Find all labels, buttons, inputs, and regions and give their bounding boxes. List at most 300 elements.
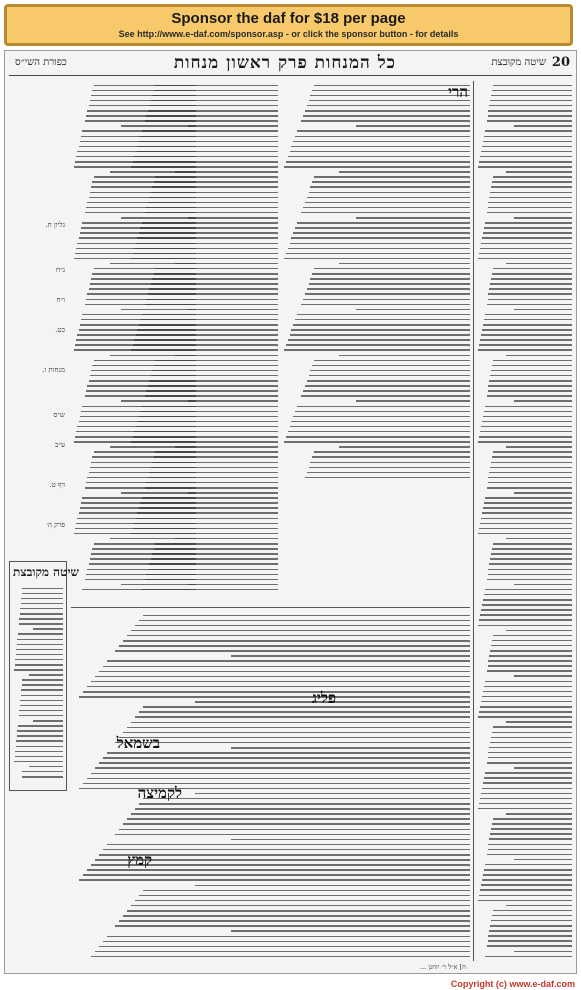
text-line [488, 660, 572, 662]
text-line [480, 614, 572, 616]
text-line [481, 151, 572, 153]
text-line [297, 406, 470, 408]
text-line [490, 375, 572, 377]
text-line [16, 649, 63, 651]
text-line [480, 889, 572, 891]
text-line [79, 879, 470, 881]
text-line [490, 192, 572, 194]
text-line [491, 920, 572, 922]
text-line [15, 751, 63, 753]
text-line [478, 533, 572, 535]
text-line [119, 829, 470, 831]
text-line [115, 742, 470, 744]
text-line [288, 156, 470, 158]
text-line [80, 507, 196, 509]
gemara-text-lines [280, 81, 470, 481]
text-line [121, 217, 196, 219]
text-line [82, 314, 196, 316]
text-line [79, 146, 197, 148]
text-line [339, 263, 470, 265]
text-line [506, 630, 572, 632]
text-line [75, 528, 196, 530]
text-line [481, 518, 572, 520]
text-line [487, 670, 572, 672]
text-line [90, 283, 196, 285]
text-line [490, 833, 572, 835]
text-line [479, 895, 572, 897]
text-line [107, 936, 470, 938]
text-line [74, 166, 197, 168]
text-line [21, 603, 64, 605]
text-line [301, 304, 470, 306]
text-line [18, 633, 64, 635]
text-line [76, 523, 196, 525]
text-line [489, 838, 572, 840]
text-line [86, 482, 196, 484]
text-line [482, 146, 572, 148]
text-line [514, 492, 572, 494]
text-line [77, 243, 196, 245]
text-line [286, 344, 470, 346]
text-line [514, 400, 572, 402]
text-line [143, 615, 470, 617]
text-line [488, 202, 572, 204]
text-line [493, 85, 572, 87]
text-line [284, 166, 470, 168]
text-line [90, 100, 196, 102]
text-line [77, 151, 196, 153]
header-rule [9, 75, 572, 76]
text-line [115, 925, 470, 927]
text-line [493, 910, 572, 912]
text-line [312, 456, 470, 458]
text-line [231, 930, 470, 932]
text-line [123, 640, 470, 642]
text-line [85, 212, 196, 214]
text-line [33, 628, 63, 630]
text-line [91, 370, 196, 372]
text-line [231, 839, 470, 841]
text-line [488, 385, 572, 387]
text-line [478, 716, 572, 718]
text-line [490, 925, 572, 927]
text-line [110, 171, 196, 173]
text-line [284, 441, 470, 443]
text-line [493, 543, 572, 545]
text-line [314, 85, 470, 87]
sponsor-subtitle[interactable]: See http://www.e-daf.com/sponsor.asp - or click the sponsor button - for details [118, 29, 459, 39]
text-line [310, 95, 470, 97]
text-line [94, 85, 197, 87]
text-line [478, 808, 572, 810]
text-line [488, 477, 572, 479]
text-line [490, 100, 572, 102]
text-line [479, 161, 572, 163]
text-line [99, 946, 470, 948]
text-line [99, 671, 470, 673]
text-line [491, 553, 572, 555]
text-line [127, 635, 470, 637]
text-line [81, 136, 196, 138]
text-line [83, 691, 470, 693]
text-line [490, 558, 572, 560]
text-line [339, 171, 470, 173]
text-line [195, 793, 470, 795]
text-line [491, 737, 572, 739]
text-line [107, 660, 470, 662]
text-line [87, 477, 196, 479]
text-line [74, 349, 197, 351]
text-line [310, 370, 470, 372]
text-line [491, 645, 572, 647]
text-line [19, 710, 63, 712]
text-line [314, 451, 470, 453]
copyright-link[interactable]: Copyright (c) www.e-daf.com [450, 979, 575, 989]
text-line [14, 761, 63, 763]
text-line [21, 598, 63, 600]
text-line [87, 202, 196, 204]
text-line [75, 344, 196, 346]
text-line [291, 421, 470, 423]
text-line [485, 681, 572, 683]
text-line [303, 207, 470, 209]
text-line [489, 380, 572, 382]
text-line [356, 125, 470, 127]
mishnah-opening-word: הרי [448, 83, 468, 101]
text-line [92, 273, 196, 275]
text-line [305, 477, 470, 479]
text-line [81, 227, 196, 229]
text-line [312, 273, 470, 275]
text-line [87, 778, 470, 780]
text-line [305, 385, 470, 387]
text-line [303, 299, 470, 301]
text-line [110, 263, 196, 265]
text-line [506, 905, 572, 907]
text-line [356, 400, 470, 402]
text-line [489, 472, 572, 474]
text-line [80, 232, 196, 234]
text-line [79, 696, 470, 698]
text-line [488, 844, 572, 846]
text-line [231, 747, 470, 749]
text-line [135, 900, 470, 902]
text-line [82, 130, 196, 132]
text-line [95, 676, 470, 678]
text-line [483, 141, 572, 143]
text-line [483, 416, 572, 418]
text-line [493, 818, 572, 820]
text-line [91, 462, 196, 464]
page-footnote: ח] א״ל ר׳ יוחנן ... [420, 963, 466, 971]
text-line [480, 523, 572, 525]
text-line [305, 293, 470, 295]
text-line [314, 360, 470, 362]
text-line [484, 319, 572, 321]
text-line [295, 136, 470, 138]
text-line [77, 426, 196, 428]
text-line [492, 90, 572, 92]
text-line [75, 436, 196, 438]
text-line [493, 176, 572, 178]
text-line [293, 324, 470, 326]
text-line [86, 574, 196, 576]
text-line [92, 548, 196, 550]
text-line [490, 650, 572, 652]
text-line [188, 217, 278, 219]
text-line [22, 588, 63, 590]
text-line [131, 630, 470, 632]
text-line [488, 935, 572, 937]
shita-mekubetzet-title: שיטה מקובצת [13, 565, 79, 579]
text-line [121, 492, 196, 494]
text-line [481, 334, 572, 336]
text-line [492, 823, 572, 825]
text-line [482, 879, 572, 881]
text-line [94, 451, 197, 453]
text-line [487, 395, 572, 397]
text-line [22, 684, 64, 686]
text-line [484, 594, 572, 596]
sponsor-banner[interactable] [4, 4, 573, 46]
text-line [143, 798, 470, 800]
text-line [490, 742, 572, 744]
talmud-page [4, 50, 577, 974]
margin-label-6: ש״ס [53, 411, 65, 419]
text-line [290, 334, 471, 336]
text-line [29, 766, 64, 768]
text-line [481, 243, 572, 245]
text-line [74, 441, 197, 443]
text-line [479, 344, 572, 346]
text-line [492, 732, 572, 734]
text-line [487, 304, 572, 306]
gemara-text-right [280, 81, 470, 481]
header-tractate: שיטה מקובצת [491, 57, 546, 68]
text-line [514, 951, 572, 953]
text-line [487, 579, 572, 581]
text-line [312, 365, 470, 367]
text-line [483, 599, 572, 601]
text-line [91, 773, 470, 775]
text-line [303, 390, 470, 392]
text-line [506, 538, 572, 540]
text-line [484, 136, 572, 138]
text-line [481, 426, 572, 428]
text-line [305, 110, 470, 112]
text-line [22, 593, 64, 595]
text-line [514, 125, 572, 127]
text-line [482, 788, 572, 790]
text-line [493, 268, 572, 270]
text-line [81, 411, 196, 413]
text-line [492, 365, 572, 367]
text-line [483, 691, 572, 693]
text-line [76, 431, 196, 433]
text-line [485, 130, 572, 132]
text-line [506, 721, 572, 723]
text-line [487, 212, 572, 214]
text-line [19, 623, 64, 625]
text-line [103, 941, 470, 943]
text-line [309, 375, 471, 377]
text-line [307, 197, 470, 199]
text-line [91, 186, 196, 188]
text-line [77, 518, 196, 520]
shita-mekubetzet-box [9, 561, 67, 791]
column-divider-right [473, 81, 474, 961]
text-line [92, 90, 196, 92]
text-line [22, 776, 64, 778]
text-line [89, 288, 197, 290]
text-line [123, 732, 470, 734]
text-line [139, 711, 470, 713]
text-line [478, 625, 572, 627]
text-line [484, 869, 572, 871]
text-line [301, 395, 470, 397]
text-line [488, 757, 572, 759]
text-line [485, 222, 572, 224]
text-line [91, 278, 196, 280]
text-line [188, 584, 278, 586]
text-line [487, 487, 572, 489]
text-line [488, 569, 572, 571]
text-line [514, 584, 572, 586]
page-number: 20 [551, 55, 570, 70]
text-line [135, 625, 470, 627]
text-line [482, 512, 572, 514]
text-line [312, 90, 470, 92]
text-line [81, 502, 196, 504]
text-line [91, 553, 196, 555]
text-line [80, 324, 196, 326]
text-line [488, 207, 572, 209]
text-line [143, 706, 470, 708]
text-line [188, 400, 278, 402]
text-line [484, 227, 572, 229]
lower-commentary-text [71, 611, 470, 961]
text-line [291, 237, 470, 239]
text-line [483, 782, 572, 784]
text-line [19, 715, 64, 717]
text-line [485, 406, 572, 408]
text-line [110, 446, 196, 448]
text-line [482, 604, 572, 606]
text-line [488, 390, 572, 392]
text-line [79, 237, 197, 239]
text-line [79, 329, 197, 331]
text-line [484, 777, 572, 779]
lower-bold-word-3: לקמיצה [137, 784, 182, 802]
text-line [478, 349, 572, 351]
text-line [29, 674, 64, 676]
text-line [482, 329, 572, 331]
text-line [488, 482, 572, 484]
margin-label-9: פרק ה׳ [46, 521, 65, 529]
text-line [492, 915, 572, 917]
text-line [20, 700, 63, 702]
text-line [80, 141, 196, 143]
text-line [506, 446, 572, 448]
text-line [231, 655, 470, 657]
lower-bold-word-1: פליג [311, 689, 336, 707]
margin-label-4: כט. [55, 326, 65, 334]
text-line [481, 609, 572, 611]
left-margin-references [9, 81, 67, 551]
text-line [89, 472, 197, 474]
text-line [22, 679, 63, 681]
text-line [89, 197, 197, 199]
text-line [487, 762, 572, 764]
text-line [82, 222, 196, 224]
text-line [309, 283, 471, 285]
text-line [288, 339, 470, 341]
text-line [493, 635, 572, 637]
text-line [127, 910, 470, 912]
text-line [489, 105, 572, 107]
text-line [489, 655, 572, 657]
lower-bold-word-2: בשמאל [116, 734, 160, 752]
text-line [312, 181, 470, 183]
text-line [297, 222, 470, 224]
text-line [90, 375, 196, 377]
text-line [488, 574, 572, 576]
text-line [480, 339, 572, 341]
sponsor-title[interactable]: Sponsor the daf for $18 per page [171, 10, 406, 27]
text-line [79, 421, 197, 423]
text-line [188, 492, 278, 494]
text-line [20, 613, 64, 615]
text-line [16, 740, 63, 742]
text-line [121, 309, 196, 311]
text-line [15, 756, 64, 758]
text-line [295, 319, 470, 321]
text-line [297, 314, 470, 316]
text-line [293, 416, 470, 418]
text-line [92, 365, 196, 367]
text-line [20, 608, 63, 610]
text-line [286, 436, 470, 438]
text-line [479, 436, 572, 438]
text-line [290, 151, 471, 153]
text-line [478, 258, 572, 260]
text-line [99, 762, 470, 764]
text-line [482, 421, 572, 423]
header-left-label: כפורת השי״ס [15, 57, 67, 68]
shita-mekubetzet-text [13, 584, 63, 787]
text-line [492, 640, 572, 642]
text-line [488, 115, 572, 117]
text-line [87, 569, 196, 571]
text-line [301, 212, 470, 214]
text-line [90, 467, 196, 469]
text-line [288, 248, 470, 250]
text-line [297, 130, 470, 132]
text-line [514, 309, 572, 311]
text-line [480, 431, 572, 433]
text-line [307, 472, 470, 474]
text-line [94, 543, 197, 545]
text-line [92, 456, 196, 458]
text-line [488, 665, 572, 667]
text-line [514, 859, 572, 861]
text-line [481, 793, 572, 795]
text-line [291, 146, 470, 148]
text-line [286, 253, 470, 255]
text-line [74, 533, 197, 535]
text-line [506, 171, 572, 173]
text-line [87, 385, 196, 387]
